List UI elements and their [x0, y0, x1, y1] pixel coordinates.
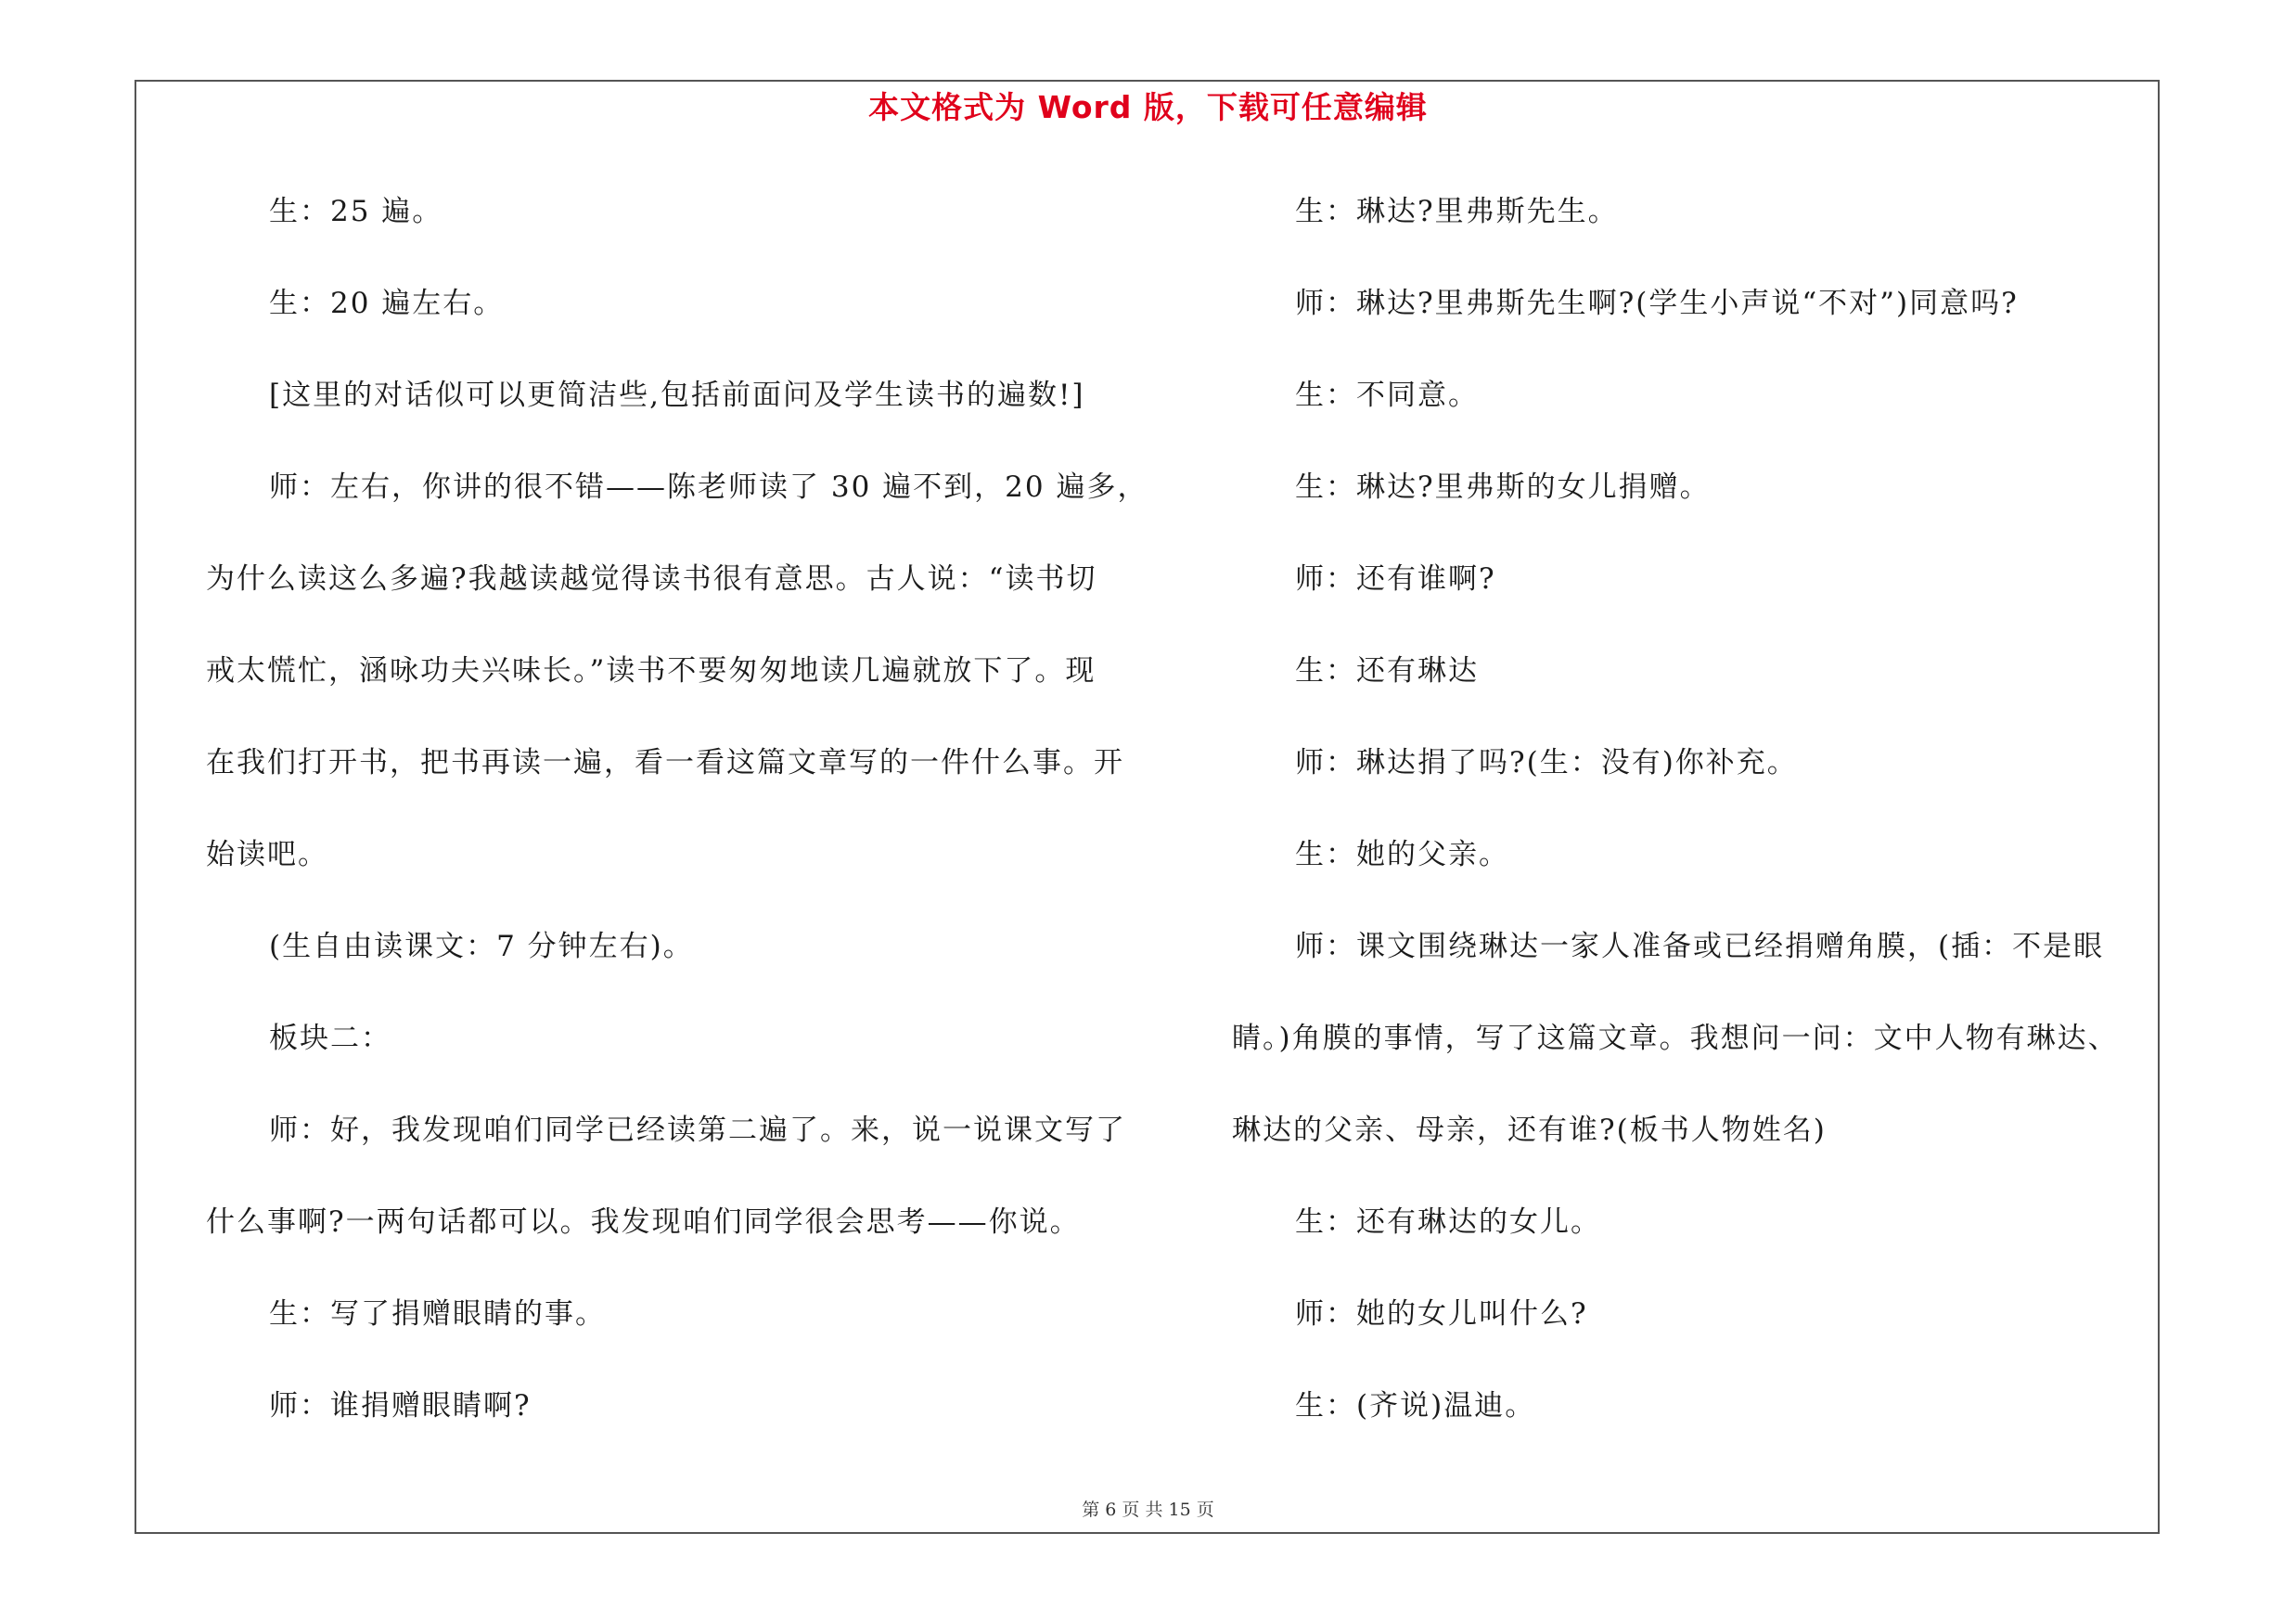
paragraph-line: 睛。)角膜的事情，写了这篇文章。我想问一问：文中人物有琳达、	[1232, 1022, 2119, 1055]
paragraph-line: 师：琳达?里弗斯先生啊?(学生小声说“不对”)同意吗?	[1295, 287, 2019, 320]
paragraph-line: 生：20 遍左右。	[269, 287, 505, 320]
page-number-footer: 第 6 页 共 15 页	[1082, 1500, 1214, 1520]
paragraph-line: 师：还有谁啊?	[1295, 562, 1496, 596]
paragraph-line: 为什么读这么多遍?我越读越觉得读书很有意思。古人说：“读书切	[206, 562, 1097, 596]
paragraph-line: 始读吧。	[206, 838, 328, 871]
paragraph-line: 琳达的父亲、母亲，还有谁?(板书人物姓名)	[1232, 1114, 1827, 1147]
word-format-banner: 本文格式为 Word 版，下载可任意编辑	[868, 89, 1428, 125]
paragraph-line: 生：还有琳达的女儿。	[1295, 1205, 1601, 1239]
paragraph-line: 生：她的父亲。	[1295, 838, 1509, 871]
paragraph-line: 生：琳达?里弗斯的女儿捐赠。	[1295, 470, 1711, 504]
paragraph-line: 生：不同意。	[1295, 379, 1479, 412]
paragraph-line: 生：还有琳达	[1295, 654, 1479, 688]
paragraph-line: 生：(齐说)温迪。	[1295, 1389, 1536, 1423]
paragraph-line: 戒太慌忙，涵咏功夫兴味长。”读书不要匆匆地读几遍就放下了。现	[206, 654, 1097, 688]
paragraph-line: [这里的对话似可以更简洁些,包括前面问及学生读书的遍数!]	[269, 379, 1085, 412]
paragraph-line: (生自由读课文：7 分钟左右)。	[269, 930, 694, 963]
paragraph-line: 在我们打开书，把书再读一遍，看一看这篇文章写的一件什么事。开	[206, 746, 1124, 779]
paragraph-line: 师：谁捐赠眼睛啊?	[269, 1389, 532, 1423]
paragraph-line: 生：写了捐赠眼睛的事。	[269, 1297, 606, 1331]
paragraph-line: 师：左右，你讲的很不错——陈老师读了 30 遍不到，20 遍多，	[269, 470, 1148, 504]
paragraph-line: 师：课文围绕琳达一家人准备或已经捐赠角膜，(插：不是眼	[1295, 930, 2105, 963]
paragraph-line: 板块二：	[269, 1022, 391, 1055]
paragraph-line: 生：25 遍。	[269, 195, 443, 228]
paragraph-line: 师：琳达捐了吗?(生：没有)你补充。	[1295, 746, 1798, 779]
paragraph-line: 师：好，我发现咱们同学已经读第二遍了。来，说一说课文写了	[269, 1114, 1126, 1147]
paragraph-line: 生：琳达?里弗斯先生。	[1295, 195, 1619, 228]
paragraph-line: 什么事啊?一两句话都可以。我发现咱们同学很会思考——你说。	[206, 1205, 1081, 1239]
paragraph-line: 师：她的女儿叫什么?	[1295, 1297, 1588, 1331]
